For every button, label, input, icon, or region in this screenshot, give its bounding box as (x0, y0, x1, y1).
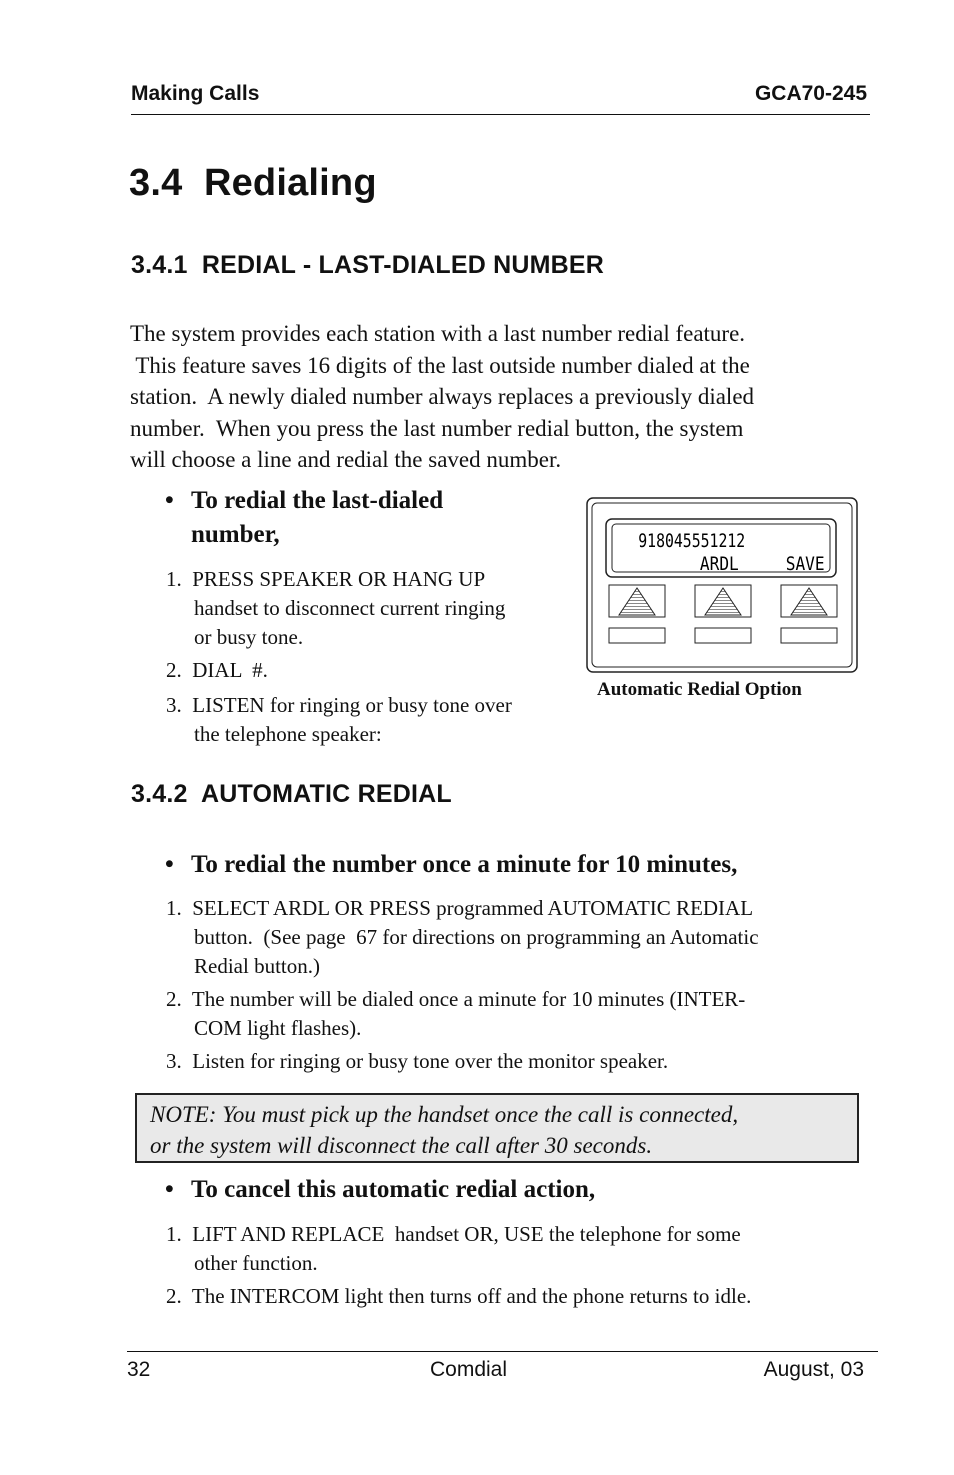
note-line: or the system will disconnect the call after 30 seconds. (150, 1133, 653, 1158)
step-text: 1. LIFT AND REPLACE handset OR, USE the telephone for some (166, 1222, 741, 1246)
bullet-cancel-auto-redial (165, 1173, 595, 1207)
header-rule (131, 114, 870, 115)
bullet-text: To cancel this automatic redial action, (191, 1176, 596, 1203)
step-text: 3. LISTEN for ringing or busy tone over (166, 693, 512, 717)
lcd-number: 918045551212 (638, 530, 746, 553)
softkey-button-1[interactable] (609, 585, 665, 617)
list-item (166, 1282, 751, 1311)
step-text: 1. PRESS SPEAKER OR HANG UP (166, 567, 486, 591)
step-text: 1. SELECT ARDL OR PRESS programmed AUTOMATIC REDIAL (166, 896, 754, 920)
bullet-dot: • (165, 487, 174, 514)
text-line: number. When you press the last number redial button, the system (130, 415, 744, 441)
lcd-softkey-save: SAVE (785, 553, 825, 576)
note-box (135, 1093, 859, 1163)
softkey-label-slot-2 (695, 628, 751, 643)
list-item (166, 691, 512, 749)
softkey-button-2[interactable] (695, 585, 751, 617)
footer-publisher: Comdial (430, 1358, 508, 1381)
steps-auto-redial (166, 894, 759, 1076)
list-item (166, 1047, 759, 1076)
softkey-label-slot-1 (609, 628, 665, 643)
step-text: Redial button.) (194, 954, 320, 978)
text-line: This feature saves 16 digits of the last outside number dialed at the (130, 352, 750, 378)
bullet-text: To redial the number once a minute for 10 minutes, (191, 851, 738, 878)
step-text: COM light flashes). (194, 1016, 362, 1040)
page-number: 32 (127, 1358, 151, 1381)
softkey-button-3[interactable] (781, 585, 837, 617)
step-text: 3. Listen for ringing or busy tone over the monitor speaker. (166, 1049, 669, 1073)
list-item (166, 1220, 751, 1278)
list-item (166, 985, 759, 1043)
text-line: station. A newly dialed number always replaces a previously dialed (130, 384, 755, 409)
step-text: 2. The INTERCOM light then turns off and the phone returns to idle. (166, 1284, 752, 1308)
step-text: other function. (194, 1251, 318, 1275)
steps-cancel-auto-redial (166, 1220, 751, 1311)
text-line: will choose a line and redial the saved number. (130, 447, 562, 472)
section-heading-3-4-2: 3.4.2 AUTOMATIC REDIAL (131, 780, 452, 808)
step-text: the telephone speaker: (194, 722, 382, 746)
phone-display-illustration (586, 497, 858, 673)
intro-paragraph (130, 318, 860, 476)
list-item (166, 565, 512, 652)
lcd-softkey-ardl: ARDL (699, 553, 739, 576)
section-heading-3-4-1: 3.4.1 REDIAL - LAST-DIALED NUMBER (131, 251, 605, 279)
softkey-label-slot-3 (781, 628, 837, 643)
step-text: 2. The number will be dialed once a minute for 10 minutes (INTER- (166, 987, 746, 1011)
bullet-dot: • (165, 1176, 174, 1203)
footer-rule (127, 1351, 878, 1352)
step-text: 2. DIAL #. (166, 658, 268, 682)
list-item (166, 894, 759, 981)
text-line: The system provides each station with a last number redial feature. (130, 321, 746, 346)
figure-caption: Automatic Redial Option (597, 679, 802, 700)
footer-date: August, 03 (763, 1358, 864, 1381)
running-header-doc-id: GCA70-245 (754, 82, 867, 105)
bullet-dot: • (165, 851, 174, 878)
page-title: 3.4 Redialing (129, 162, 377, 204)
bullet-redial-last-dialed (165, 484, 443, 552)
step-text: or busy tone. (194, 625, 304, 649)
running-header-section: Making Calls (131, 82, 260, 105)
bullet-auto-redial (165, 848, 737, 882)
note-line: NOTE: You must pick up the handset once the call is connected, (150, 1102, 739, 1127)
steps-redial-last-dialed (166, 565, 512, 749)
step-text: button. (See page 67 for directions on programming an Automatic (194, 925, 759, 949)
bullet-text: number, (191, 521, 280, 548)
list-item (166, 656, 512, 685)
bullet-text: To redial the last-dialed (191, 487, 444, 514)
step-text: handset to disconnect current ringing (194, 596, 506, 620)
